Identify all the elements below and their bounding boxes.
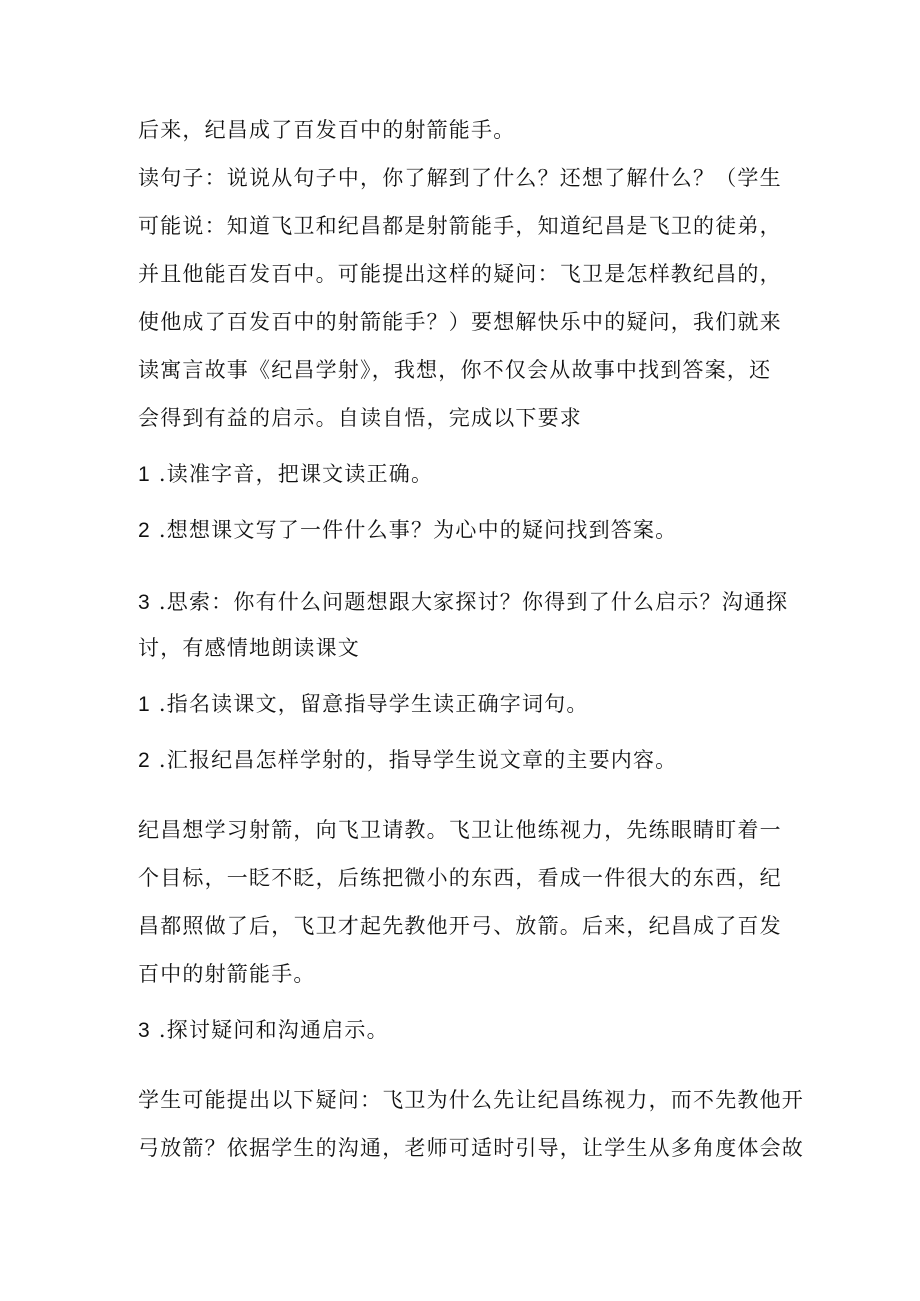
list-item [138,1016,798,1045]
story-line: 个目标，一眨不眨，后练把微小的东西，看成一件很大的东西，纪 [138,866,782,890]
list-item-text: .思索：你有什么问题想跟大家探讨？你得到了什么启示？沟通探 [158,590,789,614]
list-item-number: 1 [138,463,151,486]
list-item-text: .探讨疑问和沟通启示。 [158,1018,389,1042]
paragraph-line: 读句子：说说从句子中，你了解到了什么？还想了解什么？（学生 [138,166,782,190]
list-item-text: .指名读课文，留意指导学生读正确字词句。 [158,692,589,716]
paragraph-line: 可能说：知道飞卫和纪昌都是射箭能手，知道纪昌是飞卫的徒弟， [138,214,782,238]
story-line: 纪昌想学习射箭，向飞卫请教。飞卫让他练视力，先练眼睛盯着一 [138,818,782,842]
paragraph-line: 读寓言故事《纪昌学射》，我想，你不仅会从故事中找到答案，还 [138,358,772,382]
paragraph-line: 弓放箭？依据学生的沟通，老师可适时引导，让学生从多角度体会故 [138,1136,804,1160]
paragraph-line: 会得到有益的启示。自读自悟，完成以下要求 [138,406,582,430]
story-line: 昌都照做了后，飞卫才起先教他开弓、放箭。后来，纪昌成了百发 [138,914,782,938]
list-item-number: 2 [138,749,151,772]
paragraph-line: 学生可能提出以下疑问：飞卫为什么先让纪昌练视力，而不先教他开 [138,1088,804,1112]
list-item-number: 3 [138,1019,151,1042]
list-item [138,588,798,617]
list-item [138,516,798,545]
list-item [138,460,798,489]
list-item-text: .想想课文写了一件什么事？为心中的疑问找到答案。 [158,518,678,542]
list-item [138,690,798,719]
list-item-number: 2 [138,519,151,542]
list-item-text: .读准字音，把课文读正确。 [158,462,434,486]
paragraph-line: 后来，纪昌成了百发百中的射箭能手。 [138,118,516,142]
list-item [138,746,798,775]
list-item-text: .汇报纪昌怎样学射的，指导学生说文章的主要内容。 [158,748,678,772]
list-item-number: 3 [138,591,151,614]
list-item-number: 1 [138,693,151,716]
story-line: 百中的射箭能手。 [138,962,316,986]
list-item-continuation: 讨，有感情地朗读课文 [138,636,360,660]
paragraph-line: 并且他能百发百中。可能提出这样的疑问：飞卫是怎样教纪昌的， [138,262,782,286]
paragraph-line: 使他成了百发百中的射箭能手？）要想解快乐中的疑问，我们就来 [138,310,782,334]
